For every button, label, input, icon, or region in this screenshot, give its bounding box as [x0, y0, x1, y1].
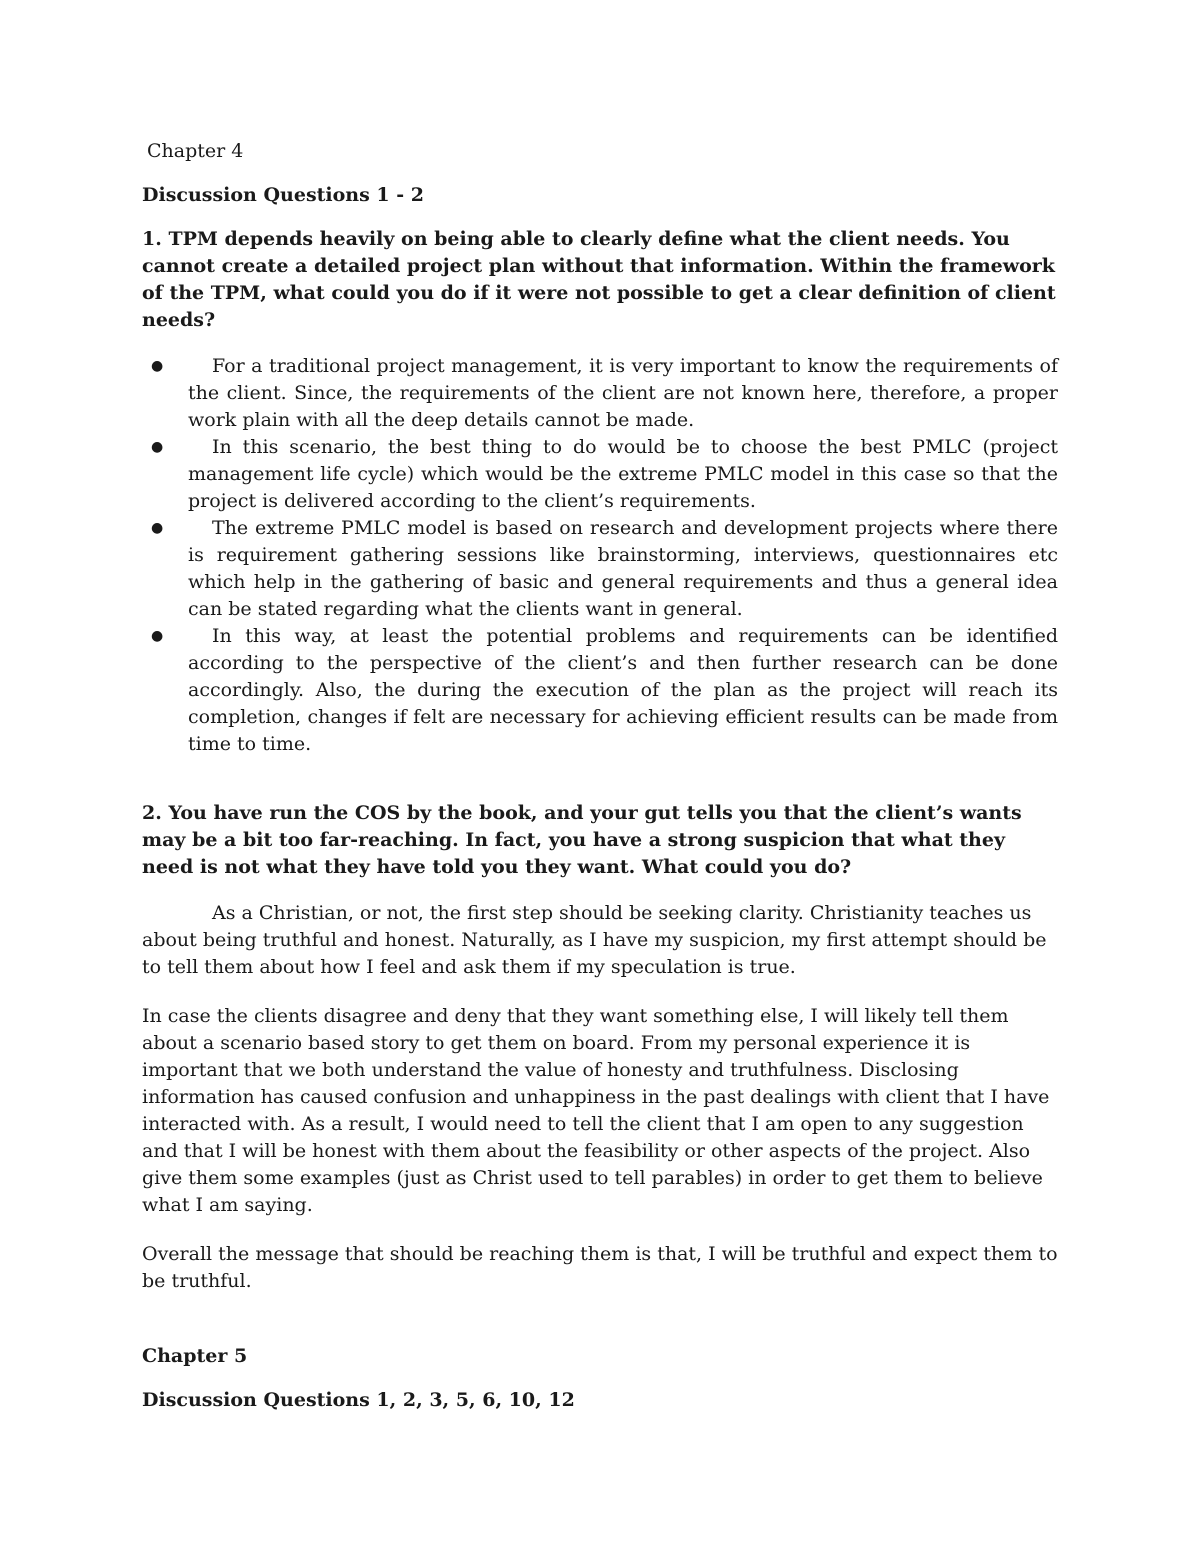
- question-2: 2. You have run the COS by the book, and your gut tells you that the client’s wants may be a bit too far-reaching. In fact, you have a strong suspicion that what they need is not what they have told you they want. What could you do?: [142, 802, 1022, 878]
- spacer: [142, 1317, 1058, 1343]
- spacer: [142, 758, 1058, 800]
- bullet-text: For a traditional project management, it is very important to know the requirements of the client. Since, the requirements of the client are not known here, therefore, a proper work plain with all the deep details cannot be made.: [188, 355, 1058, 431]
- answer-2-paragraph-1: As a Christian, or not, the first step should be seeking clarity. Christianity teaches us about being truthful and honest. Naturally, as I have my suspicion, my first attempt should be to tell them about how I feel and ask them if my speculation is true.: [142, 902, 1047, 978]
- chapter-5-subtitle: Discussion Questions 1, 2, 3, 5, 6, 10, 12: [142, 1389, 575, 1411]
- bullet-text: In this scenario, the best thing to do would be to choose the best PMLC (project management life cycle) which would be the extreme PMLC model in this case so that the project is delivered according to the client’s requirements.: [188, 436, 1058, 512]
- chapter-5-title: Chapter 5: [142, 1345, 248, 1367]
- question-1: 1. TPM depends heavily on being able to clearly define what the client needs. You cannot create a detailed project plan without that information. Within the framework of the TPM, what could you do if it were not possible to get a clear definition of client needs?: [142, 228, 1056, 331]
- chapter-4-title: Chapter 4: [147, 140, 244, 162]
- answer-2-paragraph-3: Overall the message that should be reaching them is that, I will be truthful and expect them to be truthful.: [142, 1243, 1058, 1292]
- document-page: [142, 138, 1058, 1431]
- bullet-text: In this way, at least the potential problems and requirements can be identified according to the perspective of the client’s and then further research can be done accordingly. Also, the during the execution of the plan as the project will reach its completion, changes if felt are necessary for achieving efficient results can be made from time to time.: [188, 625, 1058, 755]
- list-item: [142, 623, 1058, 758]
- list-item: [142, 434, 1058, 515]
- answer-2-paragraph-2: In case the clients disagree and deny that they want something else, I will likely tell them about a scenario based story to get them on board. From my personal experience it is important that we both understand the value of honesty and truthfulness. Disclosing information has caused confusion and unhappiness in the past dealings with client that I have interacted with. As a result, I would need to tell the client that I am open to any suggestion and that I will be honest with them about the feasibility or other aspects of the project. Also give them some examples (just as Christ used to tell parables) in order to get them to believe what I am saying.: [142, 1005, 1050, 1216]
- list-item: [142, 353, 1058, 434]
- list-item: [142, 515, 1058, 623]
- bullet-icon: ●: [151, 628, 164, 644]
- bullet-text: The extreme PMLC model is based on research and development projects where there is requirement gathering sessions like brainstorming, interviews, questionnaires etc which help in the gathering of basic and general requirements and thus a general idea can be stated regarding what the clients want in general.: [188, 517, 1058, 620]
- bullet-icon: ●: [151, 439, 164, 455]
- bullet-icon: ●: [151, 358, 164, 374]
- answer-1-bullet-list: [142, 353, 1058, 758]
- chapter-4-subtitle: Discussion Questions 1 - 2: [142, 184, 424, 206]
- bullet-icon: ●: [151, 520, 164, 536]
